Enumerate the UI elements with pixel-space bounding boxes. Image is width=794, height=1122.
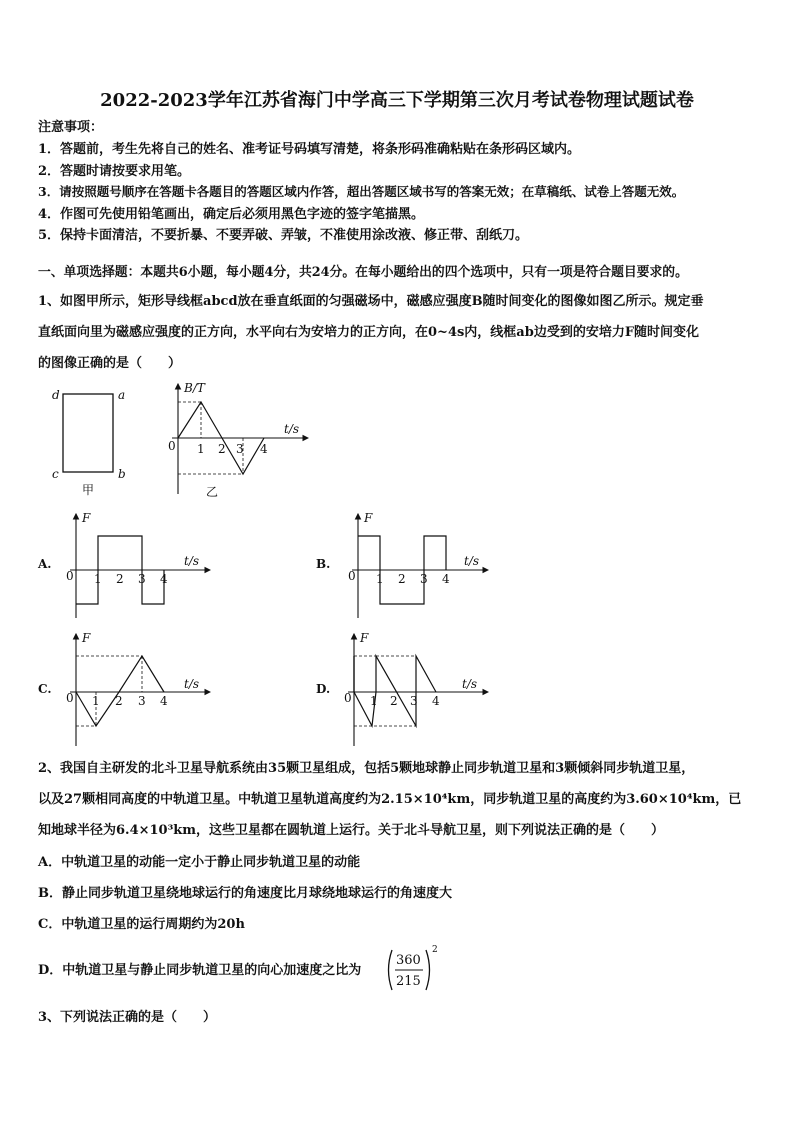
axis-label-y: F [82,511,91,525]
option-label: D. [316,682,331,696]
origin-label: 0 [66,569,74,583]
axis-label-y: B/T [184,381,205,395]
tick-label: 3 [138,694,146,708]
q2-option-d: D．中轨道卫星与静止同步轨道卫星的向心加速度之比为 [38,963,362,978]
tick-label: 1 [197,442,205,456]
notice-item: 2．答题时请按要求用笔。 [38,164,191,179]
q1-text-line: 1、如图甲所示，矩形导线框abcd放在垂直纸面的匀强磁场中，磁感应强度B随时间变化的图像如图乙所示。规定垂 [38,294,704,309]
axis-label-x: t/s [462,677,478,691]
axis-label-x: t/s [464,554,480,568]
tick-label: 3 [236,442,244,456]
origin-label: 0 [348,569,356,583]
corner-label-c: c [52,467,59,481]
notice-item: 3．请按照题号顺序在答题卡各题目的答题区域内作答，超出答题区域书写的答案无效；在草稿纸、试卷上答题无效。 [38,184,685,199]
q2-text-line: 知地球半径为6.4×10³km，这些卫星都在圆轨道上运行。关于北斗导航卫星，则下列说法正确的是（ ） [38,823,665,838]
tick-label: 4 [160,572,168,586]
origin-label: 0 [344,691,352,705]
tick-label: 4 [442,572,450,586]
q2-text-line: 以及27颗相同高度的中轨道卫星。中轨道卫星轨道高度约为2.15×10⁴km，同步轨道卫星的高度约为3.60×10⁴km，已 [38,792,742,807]
q3-text: 3、下列说法正确的是（ ） [38,1010,217,1025]
option-label: A. [38,557,52,571]
axis-label-y: F [360,631,369,645]
tick-label: 2 [390,694,398,708]
corner-label-b: b [118,467,126,481]
axis-label-y: F [82,631,91,645]
corner-label-a: a [118,388,126,402]
option-d-graph [314,630,494,748]
tick-label: 4 [432,694,440,708]
q2-option-a: A．中轨道卫星的动能一定小于静止同步轨道卫星的动能 [38,855,361,870]
tick-label: 1 [376,572,384,586]
tick-label: 3 [420,572,428,586]
notice-item: 1．答题前，考生先将自己的姓名、准考证号码填写清楚，将条形码准确粘贴在条形码区域内。 [38,142,581,157]
q2-fraction [384,946,444,994]
tick-label: 4 [160,694,168,708]
notice-item: 5．保持卡面清洁，不要折暴、不要弄破、弄皱，不准使用涂改液、修正带、刮纸刀。 [38,228,529,243]
q2-option-b: B．静止同步轨道卫星绕地球运行的角速度比月球绕地球运行的角速度大 [38,886,452,901]
figure-yi-b-graph [164,378,314,500]
axis-label-x: t/s [184,554,200,568]
notice-item: 4．作图可先使用铅笔画出，确定后必须用黑色字迹的签字笔描黑。 [38,207,425,222]
fraction-power: 2 [432,945,438,955]
axis-label-x: t/s [284,422,300,436]
tick-label: 2 [398,572,406,586]
q1-text-line: 直纸面向里为磁感应强度的正方向，水平向右为安培力的正方向，在0~4s内，线框ab边受到的安培力F随时间变化 [38,325,700,340]
figure-caption: 甲 [82,483,95,497]
origin-label: 0 [66,691,74,705]
fraction-denominator: 215 [396,974,421,989]
axis-label-y: F [364,511,373,525]
tick-label: 3 [138,572,146,586]
option-label: C. [38,682,52,696]
tick-label: 2 [115,694,123,708]
tick-label: 2 [116,572,124,586]
tick-label: 3 [410,694,418,708]
tick-label: 1 [370,694,378,708]
figure-jia-frame [40,382,140,500]
notice-heading: 注意事项： [38,120,104,135]
corner-label-d: d [52,388,60,402]
option-c-graph [36,630,216,748]
figure-caption: 乙 [206,485,219,499]
option-label: B. [316,557,331,571]
option-a-graph [36,510,216,620]
tick-label: 2 [218,442,226,456]
page-title: 2022-2023学年江苏省海门中学高三下学期第三次月考试卷物理试题试卷 [100,90,694,111]
fraction-numerator: 360 [396,953,421,968]
q1-text-line: 的图像正确的是（ ） [38,356,182,371]
tick-label: 1 [94,572,102,586]
option-b-graph [314,510,494,620]
origin-label: 0 [168,439,176,453]
tick-label: 4 [260,442,268,456]
section-heading: 一、单项选择题：本题共6小题，每小题4分，共24分。在每小题给出的四个选项中，只有一项是符合题目要求的。 [38,265,688,280]
q2-option-c: C．中轨道卫星的运行周期约为20h [38,917,245,932]
axis-label-x: t/s [184,677,200,691]
q2-text-line: 2、我国自主研发的北斗卫星导航系统由35颗卫星组成，包括5颗地球静止同步轨道卫星和3颗倾斜同步轨道卫星， [38,761,695,776]
tick-label: 1 [92,694,100,708]
